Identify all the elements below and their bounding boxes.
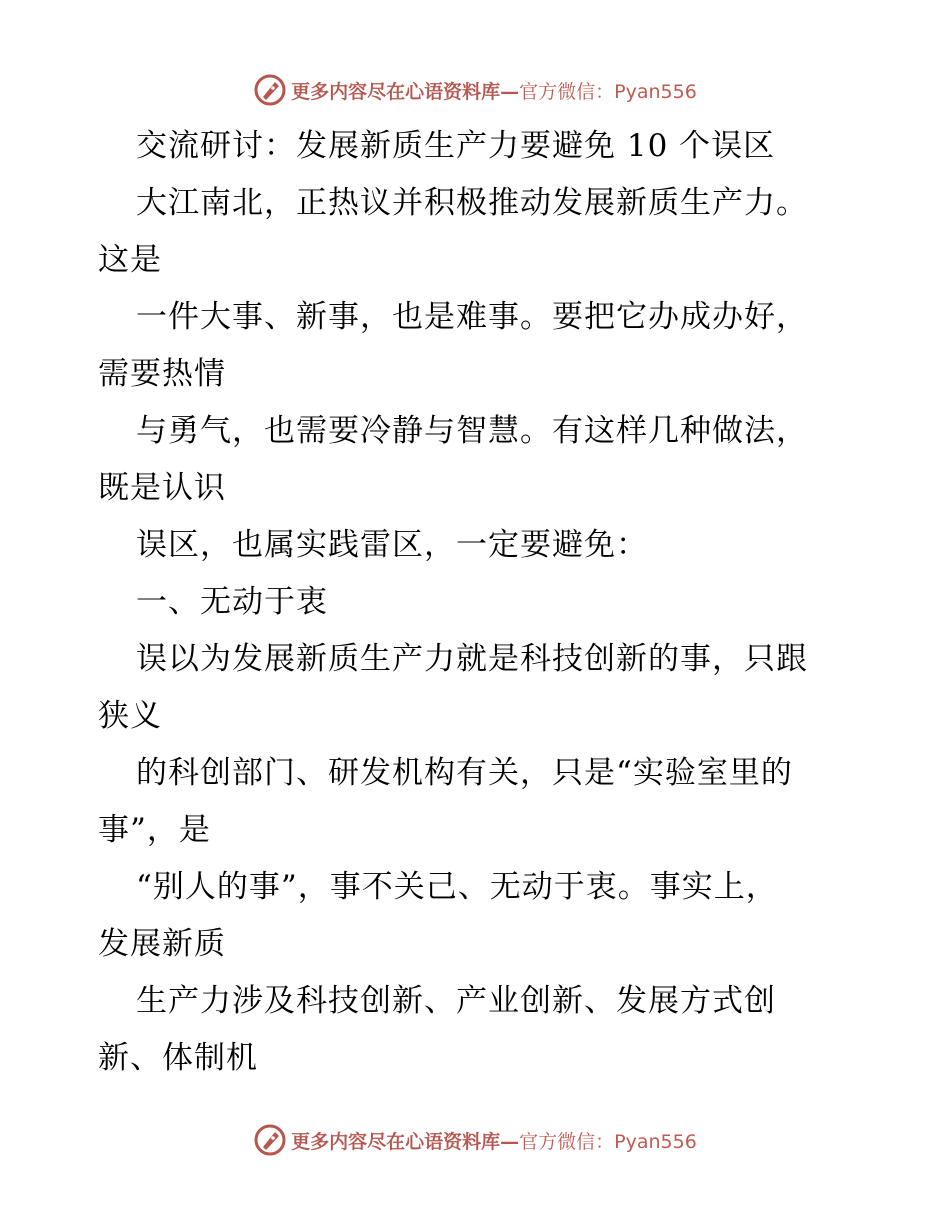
section-heading: 一、无动于衷 xyxy=(136,584,328,620)
text-line: 既是认识 xyxy=(98,470,226,506)
text-line: 狭义 xyxy=(98,698,162,734)
document-title: 交流研讨：发展新质生产力要避免 10 个误区 xyxy=(136,128,776,164)
text-line: 大江南北，正热议并积极推动发展新质生产力。 xyxy=(136,185,808,221)
text-line: 新、体制机 xyxy=(98,1040,258,1076)
header-banner-contact: 官方微信：Pyan556 xyxy=(519,80,697,103)
footer-banner xyxy=(0,1120,950,1160)
text-line: “别人的事”，事不关己、无动于衷。事实上， xyxy=(136,869,778,905)
text-line: 需要热情 xyxy=(98,356,226,392)
header-banner-text: 更多内容尽在心语资料库— xyxy=(291,80,520,103)
text-line: 误以为发展新质生产力就是科技创新的事，只跟 xyxy=(136,641,808,677)
text-line: 这是 xyxy=(98,242,162,278)
header-banner xyxy=(0,70,950,110)
text-line: 与勇气，也需要冷静与智慧。有这样几种做法， xyxy=(136,413,808,449)
text-line: 一件大事、新事，也是难事。要把它办成办好， xyxy=(136,299,808,335)
text-line: 的科创部门、研发机构有关，只是“实验室里的 xyxy=(136,755,793,791)
text-line: 生产力涉及科技创新、产业创新、发展方式创 xyxy=(136,983,776,1019)
text-line: 发展新质 xyxy=(98,926,226,962)
document-body xyxy=(98,118,898,1087)
footer-banner-text: 更多内容尽在心语资料库— xyxy=(291,1130,520,1153)
pen-nib-logo-icon xyxy=(253,73,287,107)
text-line: 误区，也属实践雷区，一定要避免： xyxy=(136,527,648,563)
pen-nib-logo-icon xyxy=(253,1123,287,1157)
footer-banner-contact: 官方微信：Pyan556 xyxy=(519,1130,697,1153)
text-line: 事”，是 xyxy=(98,812,211,848)
